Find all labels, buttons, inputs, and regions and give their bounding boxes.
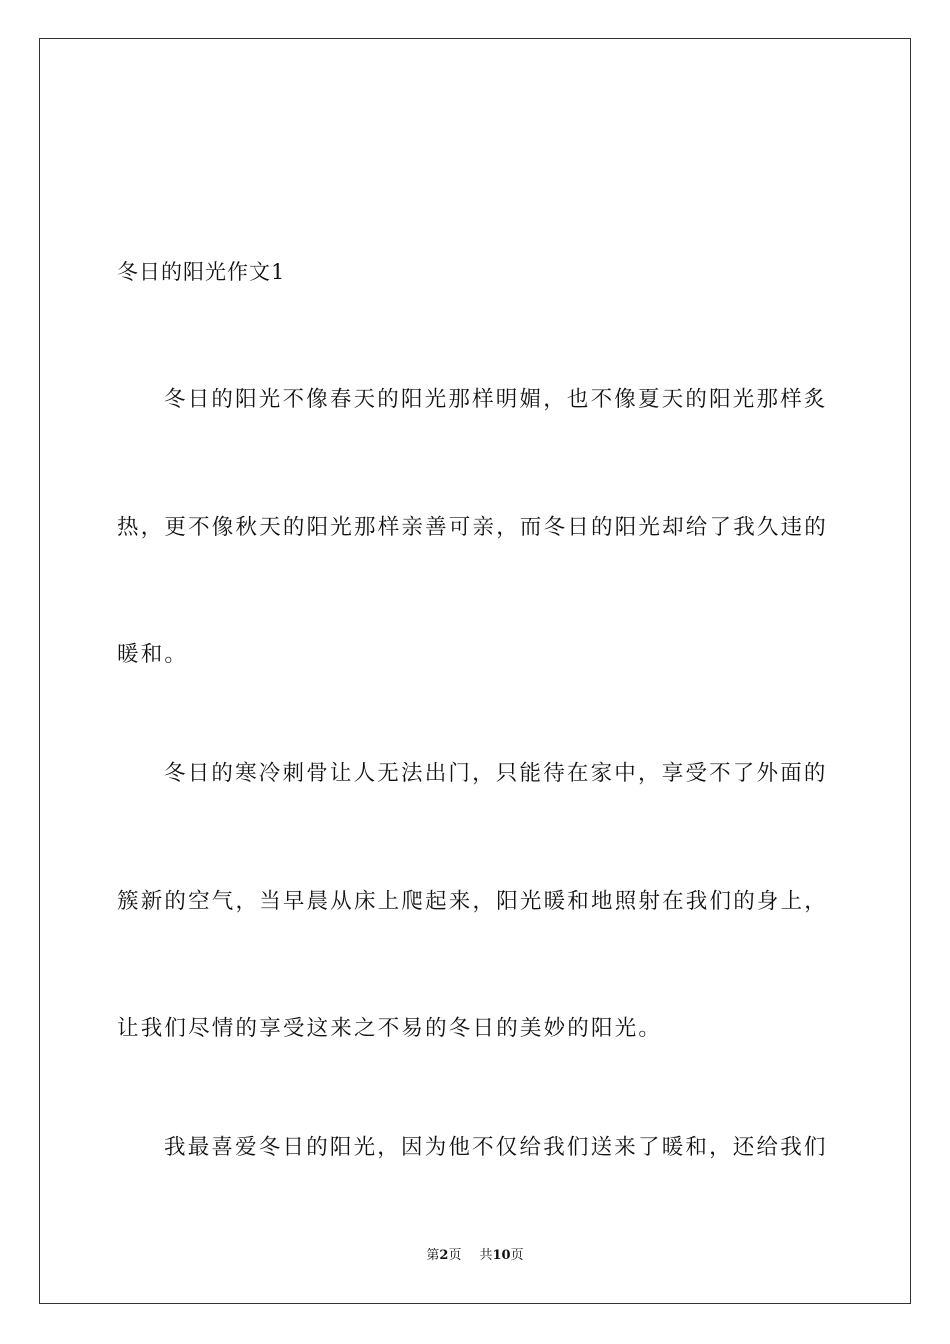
paragraph-2-line-2: 簇新的空气，当早晨从床上爬起来，阳光暖和地照射在我们的身上， (117, 889, 829, 914)
document-title: 冬日的阳光作文1 (117, 260, 286, 284)
paragraph-3-line-1: 我最喜爱冬日的阳光，因为他不仅给我们送来了暖和，还给我们 (164, 1135, 828, 1160)
paragraph-2-line-3: 让我们尽情的享受这来之不易的冬日的美妙的阳光。 (117, 1016, 663, 1041)
page-footer (0, 1247, 950, 1265)
footer-page-number: 2 (439, 1248, 449, 1263)
footer-total-suffix: 页 (510, 1248, 524, 1263)
page-border (39, 38, 911, 1304)
footer-page-prefix: 第 (426, 1248, 440, 1263)
paragraph-1-line-1: 冬日的阳光不像春天的阳光那样明媚，也不像夏天的阳光那样炙 (164, 387, 828, 412)
footer-page-suffix: 页 (448, 1248, 462, 1263)
paragraph-1-line-3: 暖和。 (117, 642, 189, 667)
paragraph-2-line-1: 冬日的寒冷刺骨让人无法出门，只能待在家中，享受不了外面的 (164, 761, 828, 786)
paragraph-1-line-2: 热，更不像秋天的阳光那样亲善可亲，而冬日的阳光却给了我久违的 (117, 515, 829, 540)
footer-total-pages: 10 (492, 1248, 511, 1263)
footer-total-prefix: 共 (479, 1248, 493, 1263)
